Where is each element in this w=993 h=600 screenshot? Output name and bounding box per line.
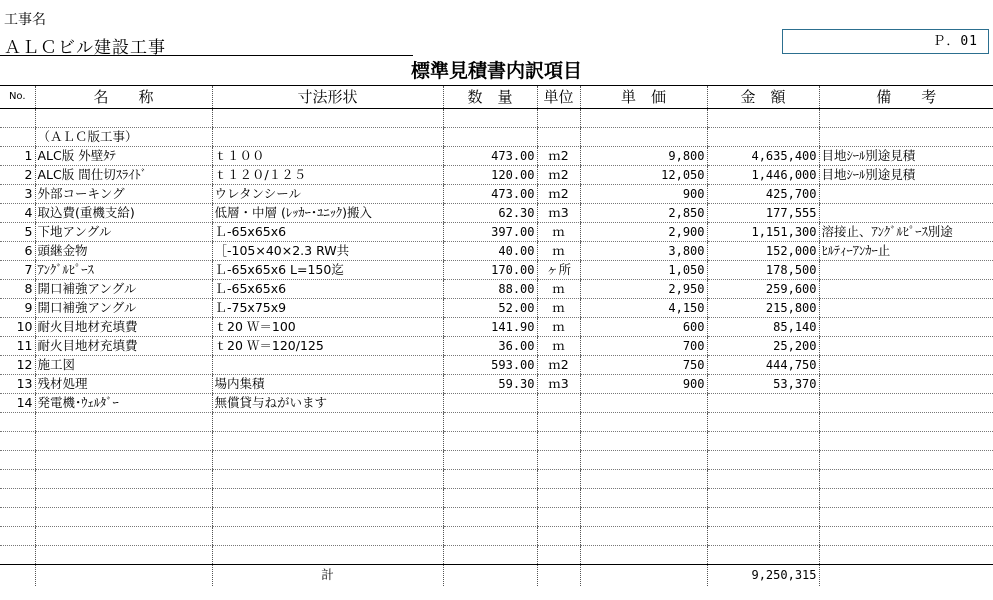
- item-price: 3,800: [580, 242, 707, 261]
- page-number-box: Ｐ．01: [782, 29, 989, 54]
- item-qty: 40.00: [443, 242, 537, 261]
- table-row: [0, 318, 993, 337]
- item-price: [580, 394, 707, 413]
- item-name: 取込費(重機支給): [35, 204, 212, 223]
- item-spec: [212, 356, 443, 375]
- item-unit: ｍ3: [537, 204, 580, 223]
- item-no: 12: [0, 356, 35, 375]
- item-spec: Ｌ-75x75x9: [212, 299, 443, 318]
- item-unit: ｍ: [537, 299, 580, 318]
- header-amount: 金 額: [707, 86, 819, 109]
- item-unit: [537, 394, 580, 413]
- item-no: 6: [0, 242, 35, 261]
- section-label: （ＡＬＣ版工事）: [35, 128, 212, 147]
- item-notes: 溶接止、ｱﾝｸﾞﾙﾋﾟｰｽ別途: [819, 223, 993, 242]
- item-unit: ｍ: [537, 337, 580, 356]
- item-no: 13: [0, 375, 35, 394]
- item-name: ALC版 間仕切ｽﾗｲﾄﾞ: [35, 166, 212, 185]
- item-name: 外部コーキング: [35, 185, 212, 204]
- project-underline: [0, 55, 413, 56]
- item-notes: [819, 337, 993, 356]
- item-price: 2,850: [580, 204, 707, 223]
- section-row: [0, 128, 993, 147]
- item-qty: 593.00: [443, 356, 537, 375]
- item-amount: 85,140: [707, 318, 819, 337]
- item-amount: 259,600: [707, 280, 819, 299]
- total-amount: 9,250,315: [707, 565, 819, 586]
- header-notes: 備 考: [819, 86, 993, 109]
- item-unit: ｍ2: [537, 147, 580, 166]
- item-price: 9,800: [580, 147, 707, 166]
- item-no: 3: [0, 185, 35, 204]
- blank-row: [0, 508, 993, 527]
- blank-row: [0, 470, 993, 489]
- item-notes: ﾋﾙﾃｨｰｱﾝｶｰ止: [819, 242, 993, 261]
- blank-row: [0, 527, 993, 546]
- header-name: 名 称: [35, 86, 212, 109]
- item-name: ｱﾝｸﾞﾙﾋﾟｰｽ: [35, 261, 212, 280]
- item-notes: [819, 356, 993, 375]
- item-name: 開口補強アングル: [35, 280, 212, 299]
- item-notes: [819, 261, 993, 280]
- item-spec: Ｌ-65x65x6: [212, 223, 443, 242]
- item-name: 耐火目地材充填費: [35, 337, 212, 356]
- table-row: [0, 204, 993, 223]
- item-name: 頭継金物: [35, 242, 212, 261]
- blank-row: [0, 413, 993, 432]
- item-spec: ［-105×40×2.3 RW共: [212, 242, 443, 261]
- item-price: 600: [580, 318, 707, 337]
- item-spec: ｔ１２０/１２５: [212, 166, 443, 185]
- item-no: 9: [0, 299, 35, 318]
- header-qty: 数 量: [443, 86, 537, 109]
- item-qty: 473.00: [443, 147, 537, 166]
- item-notes: [819, 204, 993, 223]
- item-name: 発電機･ｳｪﾙﾀﾞｰ: [35, 394, 212, 413]
- table-row: [0, 337, 993, 356]
- item-spec: 場内集積: [212, 375, 443, 394]
- item-notes: [819, 318, 993, 337]
- total-row: [0, 565, 993, 586]
- item-qty: 120.00: [443, 166, 537, 185]
- item-unit: ｍ: [537, 318, 580, 337]
- item-unit: ｍ2: [537, 166, 580, 185]
- header-spec: 寸法形状: [212, 86, 443, 109]
- document-title: 標準見積書内訳項目: [410, 60, 582, 82]
- table-row: [0, 356, 993, 375]
- header-unit: 単位: [537, 86, 580, 109]
- item-amount: 53,370: [707, 375, 819, 394]
- item-price: 900: [580, 375, 707, 394]
- item-no: 8: [0, 280, 35, 299]
- table-row: [0, 375, 993, 394]
- item-notes: [819, 394, 993, 413]
- item-spec: ｔ１００: [212, 147, 443, 166]
- item-amount: 4,635,400: [707, 147, 819, 166]
- item-name: 下地アングル: [35, 223, 212, 242]
- item-unit: ｍ2: [537, 356, 580, 375]
- item-amount: 444,750: [707, 356, 819, 375]
- item-unit: ヶ所: [537, 261, 580, 280]
- item-qty: 59.30: [443, 375, 537, 394]
- item-unit: ｍ: [537, 223, 580, 242]
- item-unit: ｍ: [537, 242, 580, 261]
- item-qty: 88.00: [443, 280, 537, 299]
- table-row: [0, 242, 993, 261]
- item-name: 開口補強アングル: [35, 299, 212, 318]
- item-no: 1: [0, 147, 35, 166]
- header-price: 単 価: [580, 86, 707, 109]
- item-name: ALC版 外壁ﾀﾃ: [35, 147, 212, 166]
- item-spec: Ｌ-65x65x6 L=150迄: [212, 261, 443, 280]
- item-spec: ウレタンシール: [212, 185, 443, 204]
- spacer-row: [0, 109, 993, 128]
- item-notes: 目地ｼｰﾙ別途見積: [819, 166, 993, 185]
- item-price: 750: [580, 356, 707, 375]
- item-amount: 1,151,300: [707, 223, 819, 242]
- item-qty: 473.00: [443, 185, 537, 204]
- item-name: 残材処理: [35, 375, 212, 394]
- item-no: 2: [0, 166, 35, 185]
- item-amount: 215,800: [707, 299, 819, 318]
- item-no: 4: [0, 204, 35, 223]
- header-row: [0, 86, 993, 109]
- item-spec: 低層・中層 (ﾚｯｶｰ･ﾕﾆｯｸ)搬入: [212, 204, 443, 223]
- item-unit: ｍ: [537, 280, 580, 299]
- item-unit: ｍ2: [537, 185, 580, 204]
- table-row: [0, 185, 993, 204]
- item-notes: [819, 375, 993, 394]
- item-notes: [819, 280, 993, 299]
- item-price: 2,950: [580, 280, 707, 299]
- item-amount: 178,500: [707, 261, 819, 280]
- item-no: 10: [0, 318, 35, 337]
- item-price: 900: [580, 185, 707, 204]
- table-row: [0, 280, 993, 299]
- total-label: 計: [212, 565, 443, 586]
- item-price: 2,900: [580, 223, 707, 242]
- item-price: 4,150: [580, 299, 707, 318]
- item-price: 1,050: [580, 261, 707, 280]
- item-qty: 397.00: [443, 223, 537, 242]
- item-no: 7: [0, 261, 35, 280]
- item-no: 14: [0, 394, 35, 413]
- item-notes: [819, 299, 993, 318]
- item-spec: 無償貸与ねがいます: [212, 394, 443, 413]
- item-qty: 170.00: [443, 261, 537, 280]
- item-name: 施工図: [35, 356, 212, 375]
- item-no: 11: [0, 337, 35, 356]
- item-notes: [819, 185, 993, 204]
- blank-row: [0, 546, 993, 565]
- item-amount: 1,446,000: [707, 166, 819, 185]
- blank-row: [0, 432, 993, 451]
- table-row: [0, 394, 993, 413]
- table-row: [0, 166, 993, 185]
- item-price: 700: [580, 337, 707, 356]
- item-spec: Ｌ-65x65x6: [212, 280, 443, 299]
- project-name: ＡＬＣビル建設工事: [4, 38, 166, 58]
- item-name: 耐火目地材充填費: [35, 318, 212, 337]
- item-qty: 52.00: [443, 299, 537, 318]
- table-row: [0, 223, 993, 242]
- header-no: No.: [0, 86, 35, 109]
- item-price: 12,050: [580, 166, 707, 185]
- project-label: 工事名: [4, 12, 46, 28]
- item-no: 5: [0, 223, 35, 242]
- estimate-table: [0, 85, 993, 586]
- blank-row: [0, 451, 993, 470]
- item-qty: [443, 394, 537, 413]
- blank-row: [0, 489, 993, 508]
- table-row: [0, 261, 993, 280]
- item-qty: 36.00: [443, 337, 537, 356]
- item-qty: 62.30: [443, 204, 537, 223]
- table-row: [0, 147, 993, 166]
- table-row: [0, 299, 993, 318]
- item-amount: [707, 394, 819, 413]
- item-amount: 25,200: [707, 337, 819, 356]
- item-unit: ｍ3: [537, 375, 580, 394]
- item-spec: ｔ20 Ｗ＝100: [212, 318, 443, 337]
- item-notes: 目地ｼｰﾙ別途見積: [819, 147, 993, 166]
- item-spec: ｔ20 Ｗ＝120/125: [212, 337, 443, 356]
- item-qty: 141.90: [443, 318, 537, 337]
- item-amount: 152,000: [707, 242, 819, 261]
- item-amount: 425,700: [707, 185, 819, 204]
- item-amount: 177,555: [707, 204, 819, 223]
